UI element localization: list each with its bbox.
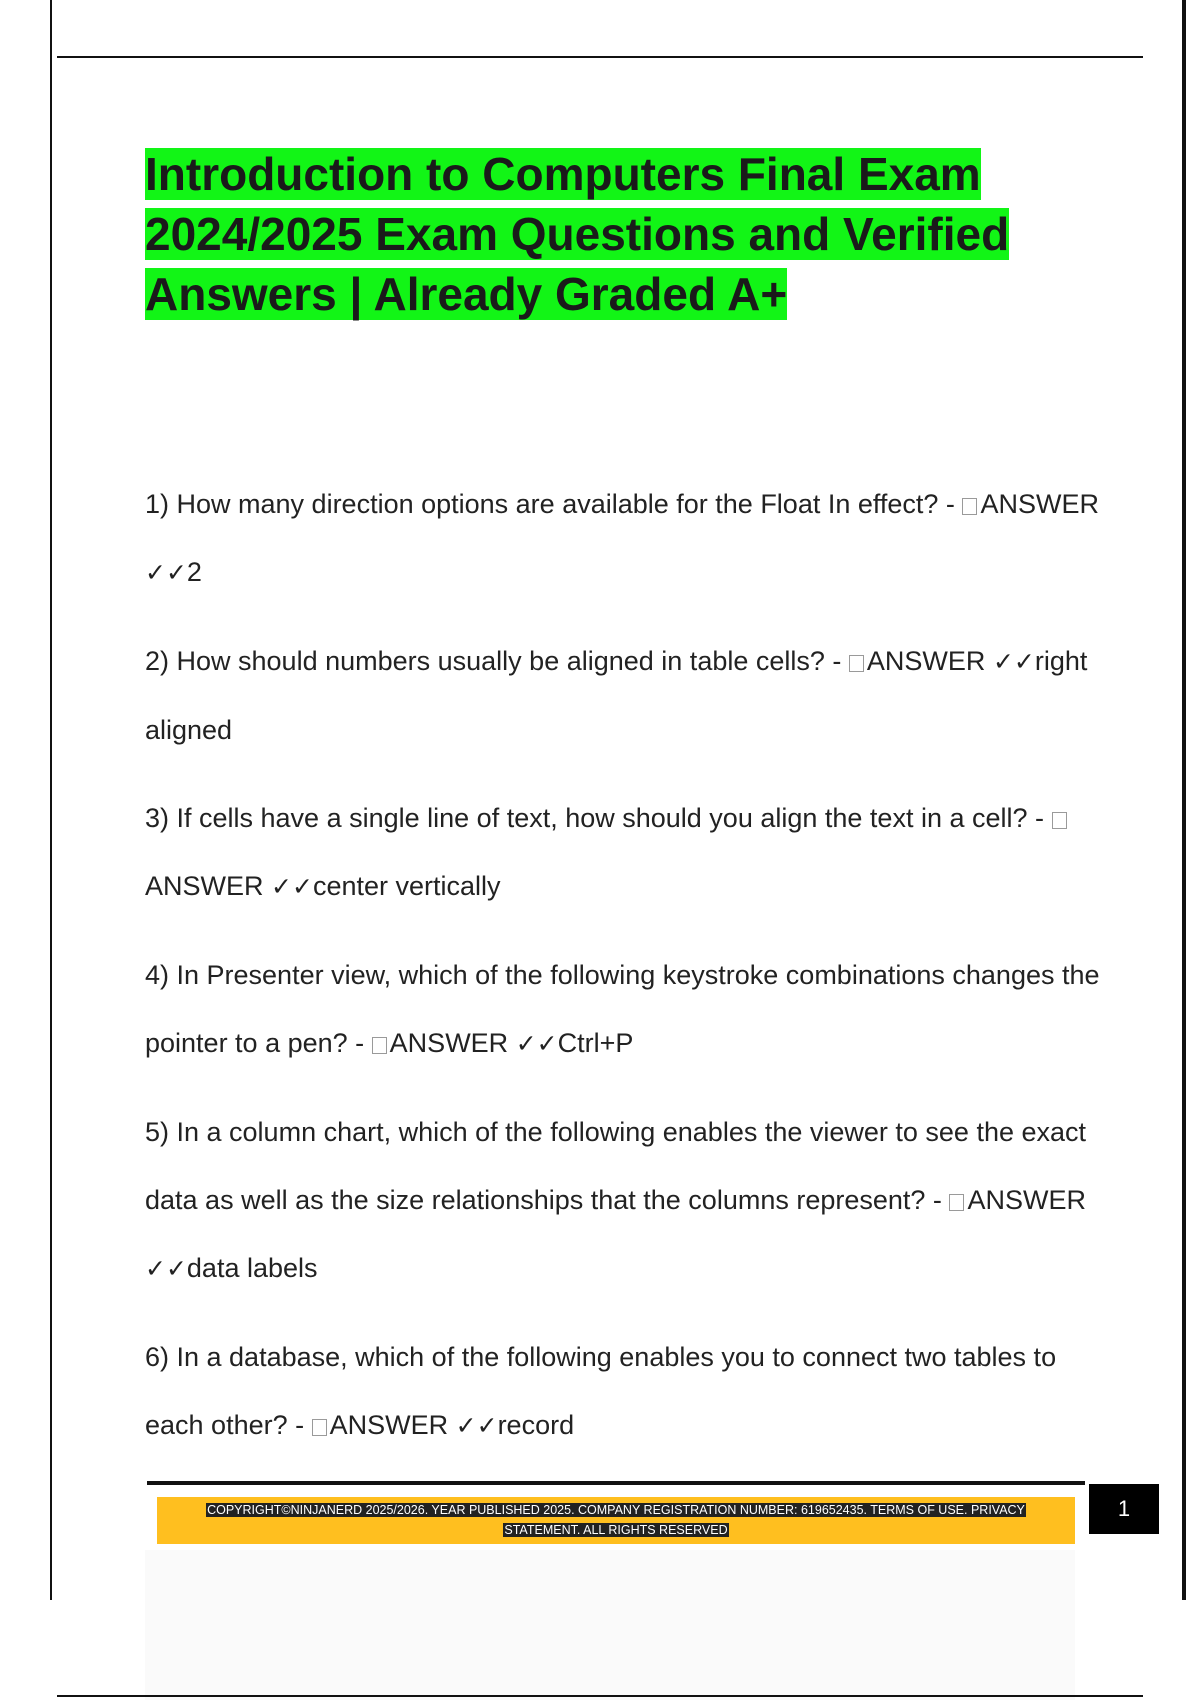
question-item [145, 1098, 1105, 1303]
copyright-notice [167, 1500, 1065, 1540]
answer-label: ANSWER [980, 489, 1099, 519]
question-text: 6) In a database, which of the following enables you to connect two tables to each other? - [145, 1342, 1057, 1440]
document-title [145, 144, 1105, 324]
answer-label: ANSWER [967, 1185, 1086, 1215]
placeholder-box-icon [372, 1037, 387, 1054]
question-text: 2) How should numbers usually be aligned in table cells? - [145, 646, 842, 676]
question-item [145, 1323, 1105, 1460]
copyright-line-2: STATEMENT. ALL RIGHTS RESERVED [504, 1523, 728, 1537]
question-text: 3) If cells have a single line of text, how should you align the text in a cell? - [145, 803, 1045, 833]
answer-label: ANSWER [329, 1410, 449, 1440]
page-number: 1 [1089, 1484, 1159, 1534]
footer-rule [147, 1481, 1085, 1485]
question-item [145, 470, 1105, 607]
answer-label: ANSWER [866, 646, 986, 676]
page-border-right [1182, 0, 1186, 1600]
answer-text: right aligned [145, 646, 1088, 745]
answer-text: data labels [186, 1253, 318, 1283]
faded-content-area [145, 1550, 1075, 1700]
double-check-icon: ✓✓ [455, 1411, 498, 1440]
double-check-icon: ✓✓ [515, 1029, 558, 1058]
question-text: 1) How many direction options are available for the Float In effect? - [145, 489, 955, 519]
header-rule [57, 56, 1143, 58]
answer-label: ANSWER [145, 871, 264, 901]
title-line-3: Answers | Already Graded A+ [145, 268, 788, 320]
answer-text: record [497, 1410, 575, 1440]
title-line-1: Introduction to Computers Final Exam [145, 148, 981, 200]
placeholder-box-icon [1052, 812, 1067, 829]
question-item [145, 627, 1105, 764]
placeholder-box-icon [312, 1419, 327, 1436]
next-page-rule [57, 1695, 1143, 1697]
page-border-left [50, 0, 52, 1600]
double-check-icon: ✓✓ [271, 872, 313, 901]
copyright-line-1: COPYRIGHT©NINJANERD 2025/2026. YEAR PUBLISHED 2025. COMPANY REGISTRATION NUMBER: 619652435. TERMS OF USE. PRIVACY [207, 1503, 1025, 1517]
answer-text: 2 [186, 557, 202, 587]
question-item [145, 941, 1105, 1078]
answer-text: center vertically [312, 871, 501, 901]
double-check-icon: ✓✓ [145, 558, 187, 587]
answer-text: Ctrl+P [557, 1028, 634, 1058]
placeholder-box-icon [949, 1194, 964, 1211]
question-text: 5) In a column chart, which of the following enables the viewer to see the exact data as well as the size relationships that the columns represent? - [145, 1117, 1087, 1215]
question-item [145, 784, 1105, 921]
answer-label: ANSWER [389, 1028, 509, 1058]
title-line-2: 2024/2025 Exam Questions and Verified [145, 208, 1010, 260]
double-check-icon: ✓✓ [992, 647, 1035, 676]
question-list [145, 470, 1105, 1480]
question-text: 4) In Presenter view, which of the following keystroke combinations changes the pointer to a pen? - [145, 960, 1100, 1058]
placeholder-box-icon [849, 655, 864, 672]
double-check-icon: ✓✓ [145, 1254, 187, 1283]
placeholder-box-icon [962, 498, 977, 515]
